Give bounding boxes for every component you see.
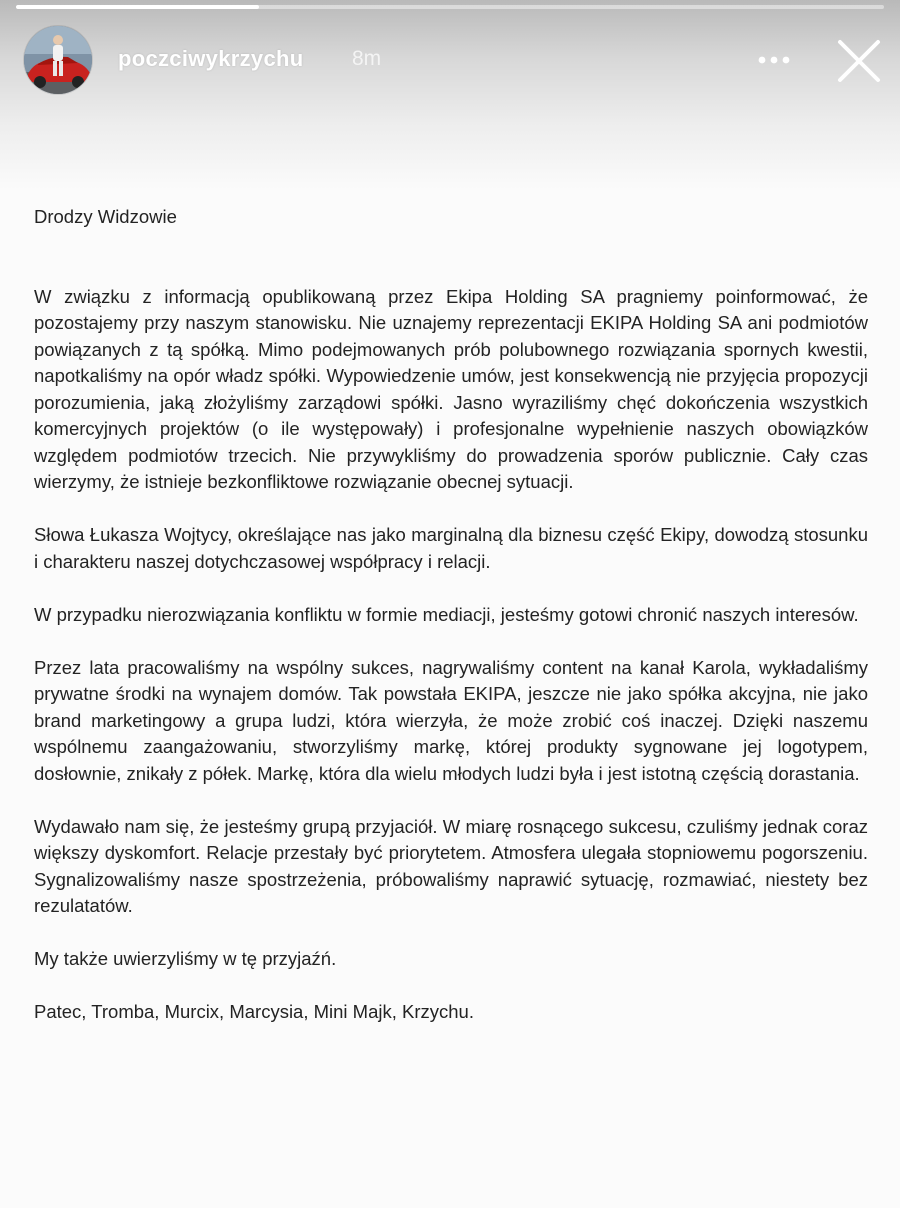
letter-closing: My także uwierzyliśmy w tę przyjaźń.	[34, 948, 337, 969]
letter-signature: Patec, Tromba, Murcix, Marcysia, Mini Majk, Krzychu.	[34, 1001, 474, 1022]
letter-paragraph-2: Słowa Łukasza Wojtycy, określające nas jako marginalną dla biznesu część Ekipy, dowodzą stosunku i charakteru naszej dotychczasowej współpracy i relacji.	[34, 524, 868, 572]
letter-paragraph-1: W związku z informacją opublikowaną przez Ekipa Holding SA pragniemy poinformować, że pozostajemy przy naszym stanowisku. Nie uznajemy reprezentacji EKIPA Holding SA ani podmiotów powiązanych z tą spółką. Mimo podejmowanych prób polubownego rozwiązania spornych kwestii, napotkaliśmy na opór władz spółki. Wypowiedzenie umów, jest konsekwencją nie przyjęcia propozycji porozumienia, jaką złożyliśmy zarządowi spółki. Jasno wyraziliśmy chęć dokończenia wszystkich komercyjnych projektów (o ile występowały) i profesjonalne wypełnienie naszych obowiązków względem podmiotów trzecich. Nie przywykliśmy do prowadzenia sporów publicznie. Cały czas wierzymy, że istnieje bezkonfliktowe rozwiązanie obecnej sytuacji.	[34, 285, 868, 492]
more-options-icon	[752, 48, 796, 72]
letter-greeting: Drodzy Widzowie	[34, 206, 177, 227]
close-button[interactable]	[834, 36, 884, 86]
story-header	[0, 22, 900, 98]
more-options-button[interactable]	[752, 48, 796, 72]
letter-paragraph-3: W przypadku nierozwiązania konfliktu w formie mediacji, jesteśmy gotowi chronić naszych interesów.	[34, 603, 859, 625]
avatar-image	[24, 26, 92, 94]
letter-paragraph-4: Przez lata pracowaliśmy na wspólny sukces, nagrywaliśmy content na kanał Karola, wykładaliśmy prywatne środki na wynajem domów. Tak powstała EKIPA, jeszcze nie jako spółka akcyjna, nie jako brand marketingowy a grupa ludzi, która wierzyła, że może zrobić coś inaczej. Dzięki naszemu wspólnemu zaangażowaniu, stworzyliśmy markę, której produkty sygnowane jej logotypem, dosłownie, znikały z półek. Markę, która dla wielu młodych ludzi była i jest istotną częścią dorastania.	[34, 656, 868, 784]
story-username[interactable]: poczciwykrzychu	[118, 46, 304, 71]
statement-letter	[34, 204, 868, 1026]
profile-avatar[interactable]	[24, 26, 92, 94]
story-progress-bar	[16, 5, 884, 9]
story-progress-fill	[16, 5, 259, 9]
close-icon	[834, 36, 884, 86]
story-timestamp: 8m	[352, 47, 382, 70]
letter-paragraph-5: Wydawało nam się, że jesteśmy grupą przyjaciół. W miarę rosnącego sukcesu, czuliśmy jednak coraz większy dyskomfort. Relacje przestały być priorytetem. Atmosfera ulegała stopniowemu pogorszeniu. Sygnalizowaliśmy nasze spostrzeżenia, próbowaliśmy naprawić sytuację, rozmawiać, niestety bez rezulatatów.	[34, 815, 868, 916]
